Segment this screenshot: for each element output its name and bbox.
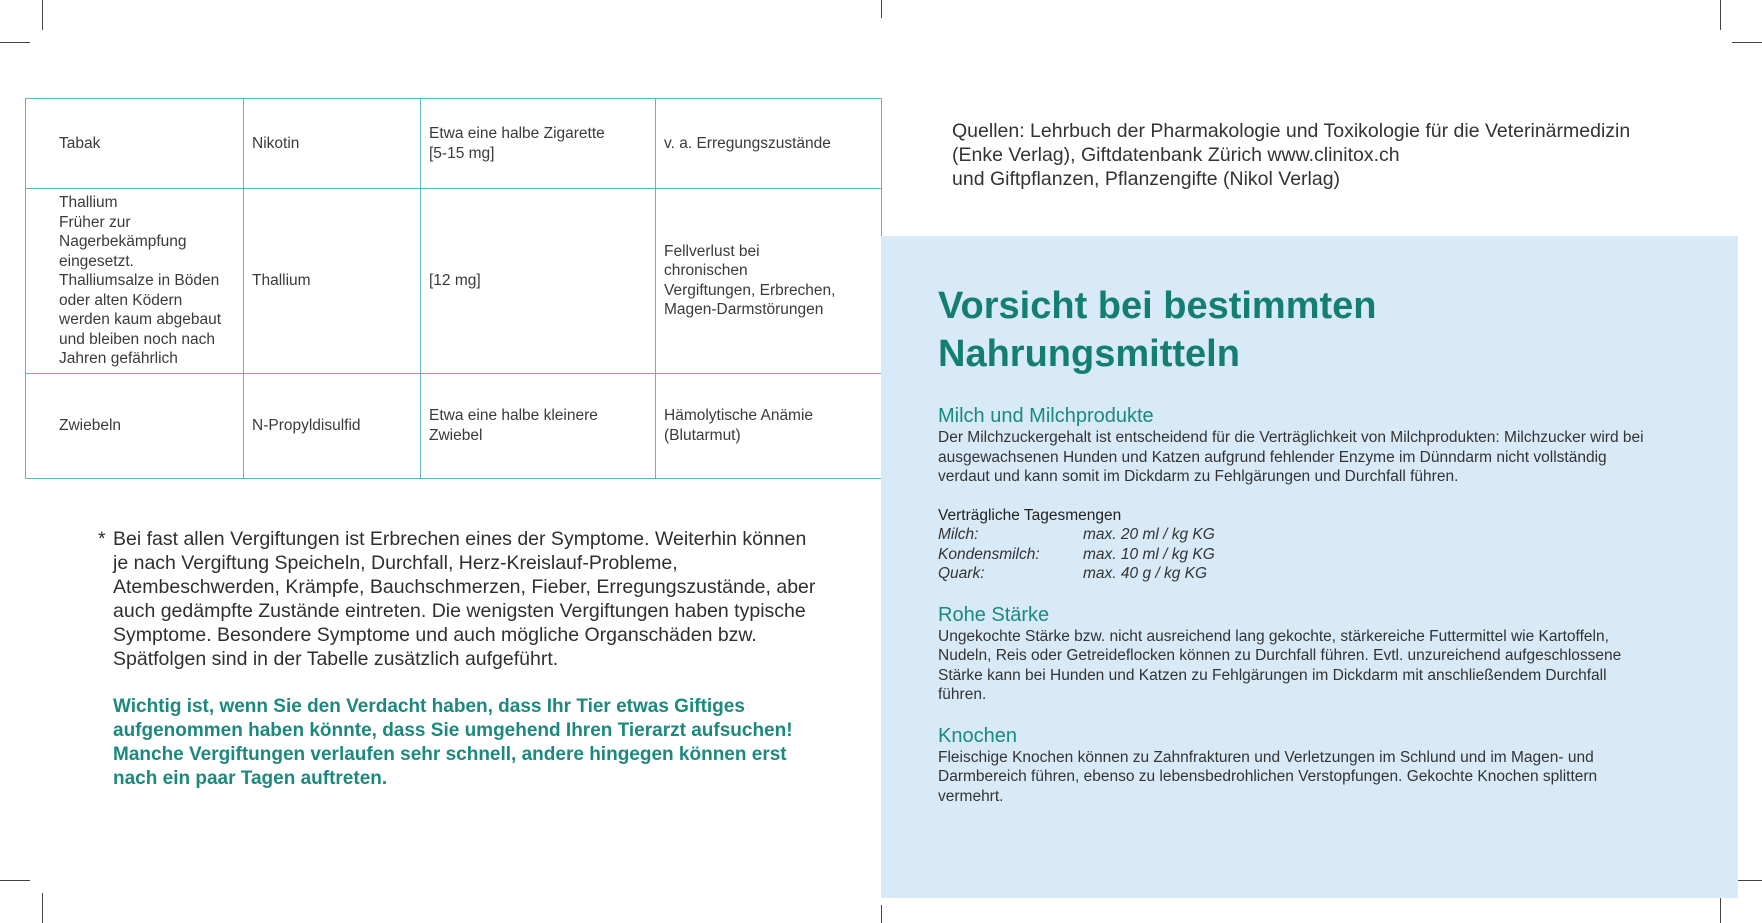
crop-mark bbox=[42, 893, 43, 923]
cell-symptoms: Hämolytische Anämie (Blutarmut) bbox=[656, 373, 882, 478]
tolerance-row bbox=[938, 564, 1658, 584]
section-text: Fleischige Knochen können zu Zahnfrakturen und Verletzungen im Schlund und im Magen- und Darmbereich führen, ebenso zu lebensbedrohlichen Verstopfungen. Gekochte Knochen splittern vermehrt. bbox=[938, 748, 1598, 805]
crop-mark bbox=[881, 0, 882, 18]
table-row bbox=[26, 373, 882, 478]
tolerance-row bbox=[938, 525, 1658, 545]
section-text: Ungekochte Stärke bzw. nicht ausreichend lang gekochte, stärkereiche Futtermittel wie Kartoffeln, Nudeln, Reis oder Getreideflocken können zu Durchfall führen. Evtl. unzureichend aufgeschlossene Stärke kann bei Hunden und Katzen zu Fehlgärungen im Dickdarm mit anschließendem Durchfall führen. bbox=[938, 627, 1622, 703]
cell-substance: Tabak bbox=[26, 99, 244, 189]
tolerance-item: Kondensmilch: bbox=[938, 545, 1040, 563]
cell-symptoms: v. a. Erregungszustände bbox=[656, 99, 882, 189]
footnote-marker: * bbox=[98, 528, 106, 550]
section-bones bbox=[938, 724, 1658, 807]
section-heading: Milch und Milchprodukte bbox=[938, 405, 1154, 427]
cell-substance: Thallium Früher zur Nagerbekämpfung eingesetzt. Thalliumsalze in Böden oder alten Ködern werden kaum abgebaut und bleiben noch nach Jahren gefährlich bbox=[26, 189, 244, 374]
crop-mark bbox=[1732, 42, 1762, 43]
crop-mark bbox=[1720, 0, 1721, 30]
crop-mark bbox=[0, 880, 30, 881]
panel-title: Vorsicht bei bestimmten Nahrungsmitteln bbox=[938, 285, 1377, 375]
tolerance-amount: max. 10 ml / kg KG bbox=[1083, 545, 1215, 563]
table-row bbox=[26, 189, 882, 374]
cell-dose: Etwa eine halbe kleinere Zwiebel bbox=[421, 373, 656, 478]
sources-text: Quellen: Lehrbuch der Pharmakologie und Toxikologie für die Veterinärmedizin (Enke Verlag), Giftdatenbank Zürich www.clinitox.ch und Giftpflanzen, Pflanzengifte (Nikol Verlag) bbox=[952, 120, 1631, 190]
section-milk bbox=[938, 404, 1658, 584]
warning-text: Wichtig ist, wenn Sie den Verdacht haben, dass Ihr Tier etwas Giftiges aufgenommen haben könnte, dass Sie umgehend Ihren Tierarzt aufsuchen! Manche Vergiftungen verlaufen sehr schnell, andere hingegen können erst nach ein paar Tagen auftreten. bbox=[113, 696, 793, 789]
cell-agent: N-Propyldisulfid bbox=[244, 373, 421, 478]
crop-mark bbox=[0, 42, 30, 43]
section-text: Der Milchzuckergehalt ist entscheidend für die Verträglichkeit von Milchprodukten: Milchzucker wird bei ausgewachsenen Hunden und Katzen aufgrund fehlender Enzyme im Dünndarm nicht vollständig verdaut und kann somit im Dickdarm zu Fehlgärungen und Durchfall führen. bbox=[938, 429, 1644, 485]
tolerance-amount: max. 40 g / kg KG bbox=[1083, 565, 1208, 582]
food-warning-panel bbox=[881, 236, 1738, 898]
tolerance-amount: max. 20 ml / kg KG bbox=[1083, 526, 1215, 543]
table-row bbox=[26, 99, 882, 189]
cell-agent: Nikotin bbox=[244, 99, 421, 189]
cell-agent: Thallium bbox=[244, 189, 421, 374]
tolerance-item: Milch: bbox=[938, 526, 979, 543]
toxin-table bbox=[25, 98, 882, 479]
tolerance-heading: Verträgliche Tagesmengen bbox=[938, 506, 1122, 524]
tolerance-item: Quark: bbox=[938, 565, 985, 582]
section-heading: Knochen bbox=[938, 724, 1017, 747]
cell-substance: Zwiebeln bbox=[26, 373, 244, 478]
cell-symptoms: Fellverlust bei chronischen Vergiftungen, Erbrechen, Magen-Darmstörungen bbox=[656, 189, 882, 374]
section-heading: Rohe Stärke bbox=[938, 603, 1050, 626]
footnote bbox=[98, 527, 818, 791]
section-starch bbox=[938, 603, 1658, 705]
crop-mark bbox=[42, 0, 43, 30]
cell-dose: [12 mg] bbox=[421, 189, 656, 374]
cell-dose: Etwa eine halbe Zigarette [5-15 mg] bbox=[421, 99, 656, 189]
tolerance-row bbox=[938, 545, 1658, 565]
crop-mark bbox=[881, 905, 882, 923]
footnote-text: Bei fast allen Vergiftungen ist Erbrechen eines der Symptome. Weiterhin können je nach Vergiftung Speicheln, Durchfall, Herz-Kreislauf-Probleme, Atembeschwerden, Krämpfe, Bauchschmerzen, Fieber, Erregungszustände, aber auch gedämpfte Zustände eintreten. Die wenigsten Vergiftungen haben typische Symptome. Besondere Symptome und auch mögliche Organschäden bzw. Spätfolgen sind in der Tabelle zusätzlich aufgeführt. bbox=[113, 528, 816, 670]
